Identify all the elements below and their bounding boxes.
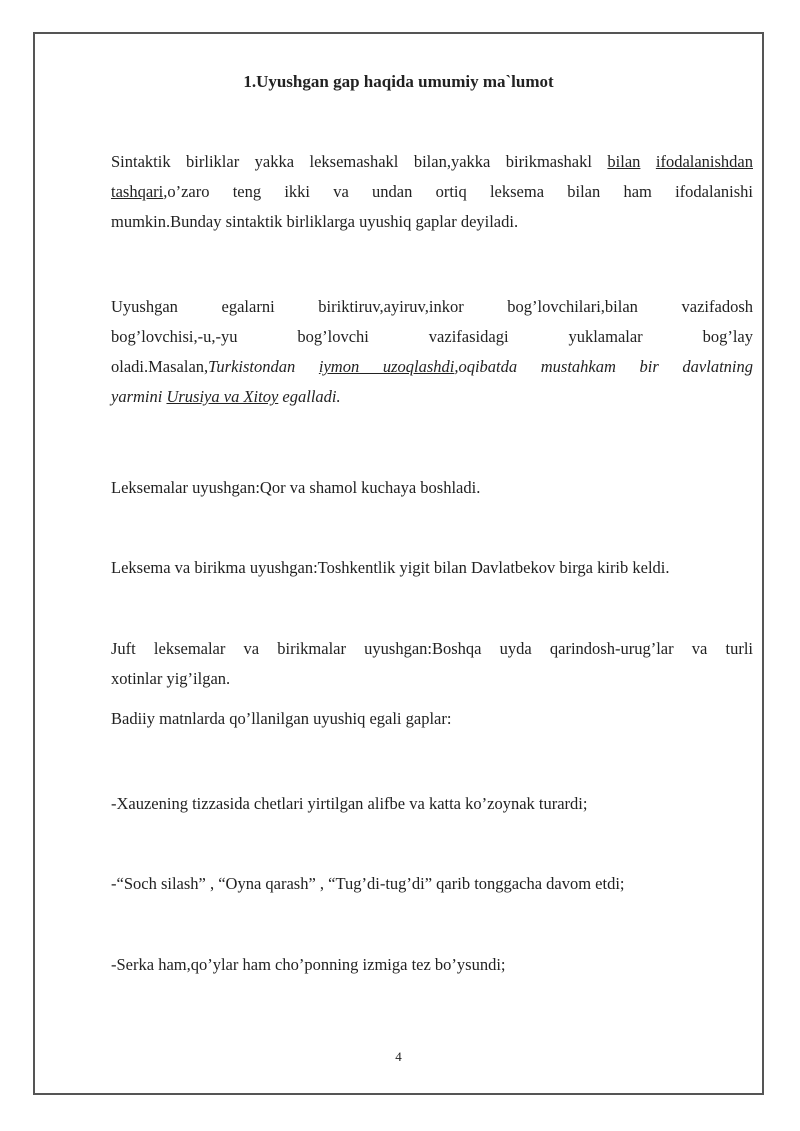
paragraph-2 bbox=[111, 292, 753, 412]
underlined-italic-text: Urusiya va Xitoy bbox=[166, 387, 279, 406]
italic-text: Turkistondan bbox=[208, 357, 319, 376]
page-number: 4 bbox=[395, 1049, 402, 1064]
paragraph-3 bbox=[111, 473, 753, 503]
example-3-text: -Serka ham,qo’ylar ham cho’ponning izmiga tez bo’ysundi; bbox=[111, 955, 506, 974]
paragraph-5 bbox=[111, 634, 753, 694]
paragraph-1-line-2 bbox=[111, 177, 753, 207]
paragraph-2-line-2: bog’lovchisi,-u,-yu bog’lovchi vazifasidagi yuklamalar bog’lay bbox=[111, 327, 753, 346]
paragraph-1-line-3: mumkin.Bunday sintaktik birliklarga uyushiq gaplar deyiladi. bbox=[111, 212, 519, 231]
paragraph-6 bbox=[111, 704, 753, 734]
text-run: ,o’zaro teng ikki va undan ortiq leksema bilan ham ifodalanishi bbox=[163, 182, 753, 201]
underlined-word: tashqari bbox=[111, 182, 164, 201]
text-run: oladi.Masalan, bbox=[111, 357, 209, 376]
paragraph-1-line-1 bbox=[111, 147, 753, 177]
underlined-word: ifodalanishdan bbox=[655, 152, 753, 171]
paragraph-4-text: Leksema va birikma uyushgan:Toshkentlik yigit bilan Davlatbekov birga kirib keldi. bbox=[111, 558, 670, 577]
italic-text: ,oqibatda mustahkam bir davlatning bbox=[454, 357, 753, 376]
italic-text: yarmini bbox=[111, 387, 167, 406]
text-run: Sintaktik birliklar yakka leksemashakl bilan,yakka birikmashakl bbox=[111, 152, 608, 171]
paragraph-1 bbox=[111, 147, 753, 237]
paragraph-5-line-1: Juft leksemalar va birikmalar uyushgan:Boshqa uyda qarindosh-urug’lar va turli bbox=[111, 639, 753, 658]
paragraph-4 bbox=[111, 553, 753, 583]
paragraph-3-text: Leksemalar uyushgan:Qor va shamol kuchaya boshladi. bbox=[111, 478, 481, 497]
example-1-text: -Xauzening tizzasida chetlari yirtilgan alifbe va katta ko’zoynak turardi; bbox=[111, 794, 588, 813]
example-3 bbox=[111, 950, 753, 980]
paragraph-2-line-4 bbox=[111, 382, 753, 412]
italic-text: egalladi. bbox=[278, 387, 341, 406]
underlined-italic-text: iymon uzoqlashdi bbox=[318, 357, 455, 376]
underlined-word: bilan bbox=[607, 152, 641, 171]
paragraph-2-line-1: Uyushgan egalarni biriktiruv,ayiruv,inkor bog’lovchilari,bilan vazifadosh bbox=[111, 297, 753, 316]
text-run bbox=[640, 152, 655, 171]
paragraph-6-text: Badiiy matnlarda qo’llanilgan uyushiq egali gaplar: bbox=[111, 709, 452, 728]
page-title: 1.Uyushgan gap haqida umumiy ma`lumot bbox=[243, 72, 554, 91]
paragraph-5-line-2: xotinlar yig’ilgan. bbox=[111, 669, 231, 688]
paragraph-2-line-3 bbox=[111, 352, 753, 382]
example-2-text: -“Soch silash” , “Oyna qarash” , “Tug’di-tug’di” qarib tonggacha davom etdi; bbox=[111, 874, 625, 893]
example-2 bbox=[111, 869, 753, 899]
example-1 bbox=[111, 789, 753, 819]
